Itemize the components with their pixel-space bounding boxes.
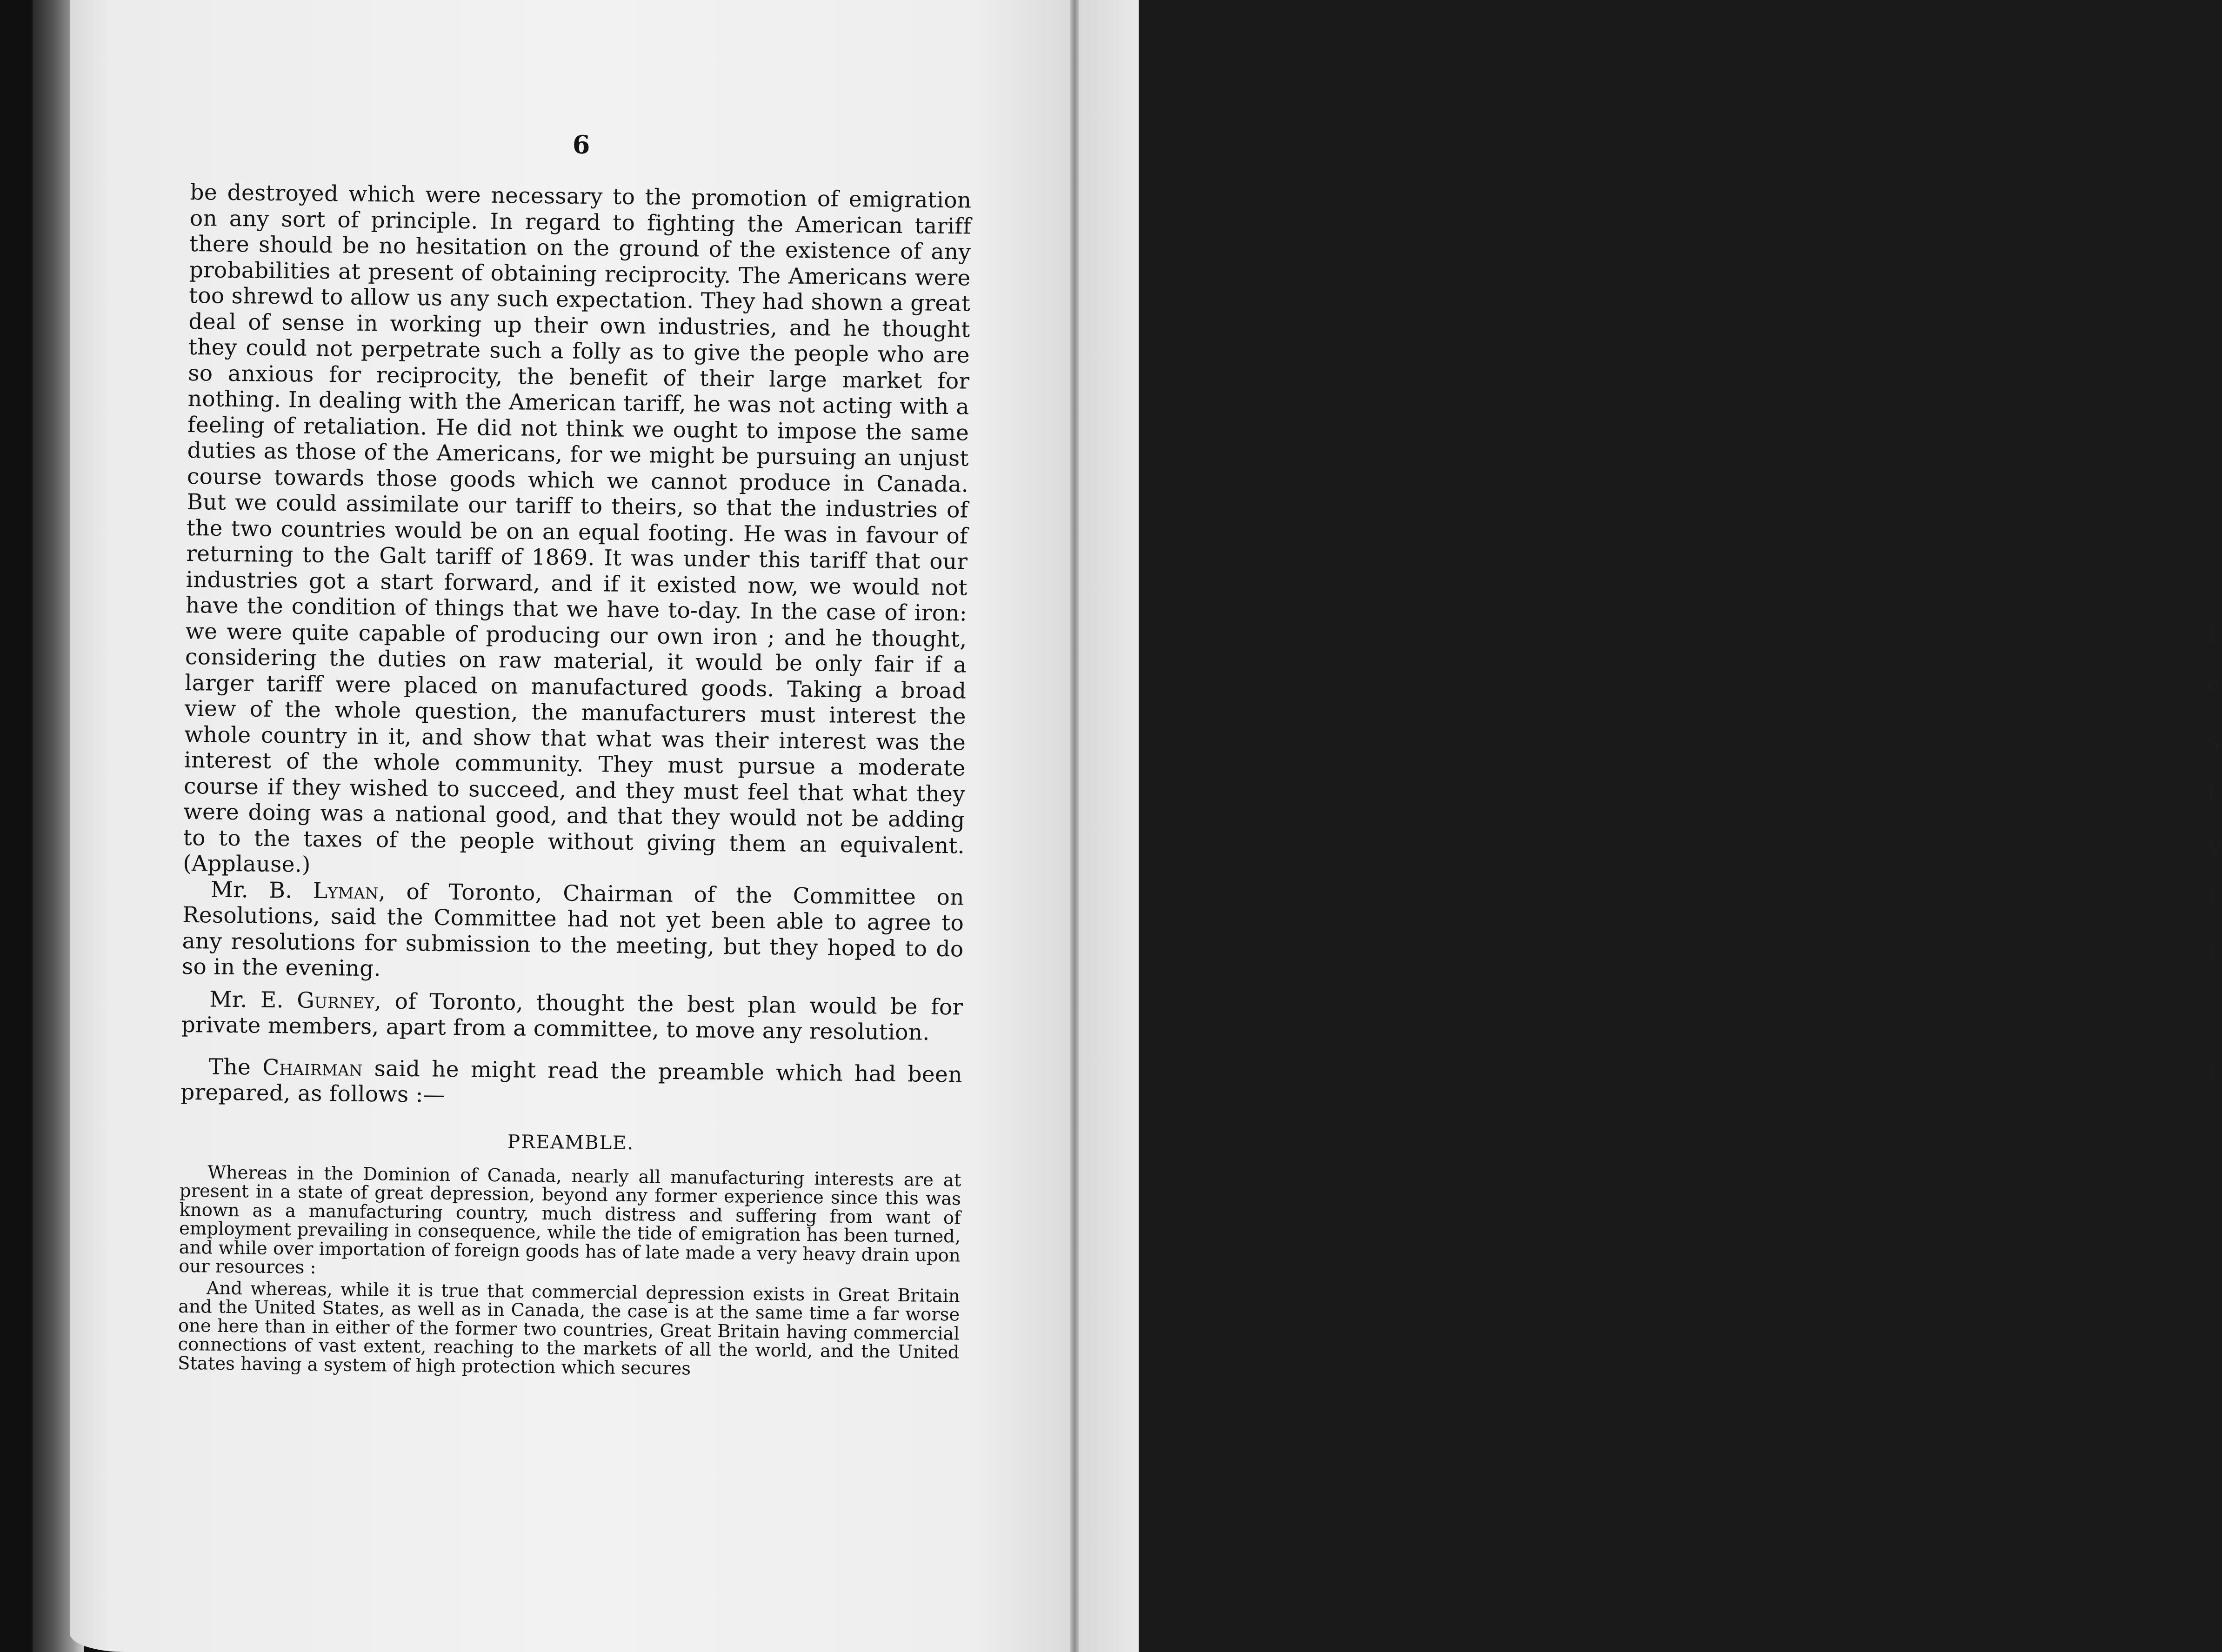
- adjacent-page-glyph: t: [2207, 777, 2218, 807]
- preamble-heading: PREAMBLE.: [507, 1131, 634, 1154]
- paragraph-text: , of Toronto, Chairman of the Committee on Resolutions, said the Committee had not yet been able to agree to any resolutions for submission to the meeting, but they hoped to do so in the evening.: [181, 878, 965, 982]
- speaker-title: Mr. B.: [210, 877, 314, 904]
- adjacent-page-glyph: l: [2207, 884, 2215, 914]
- adjacent-page-glyph: t: [2207, 935, 2218, 965]
- speech-paragraph: be destroyed which were necessary to the promotion of emigration on any sort of principle. In regard to fighting the American tariff there should be no hesitation on the ground of the existence of any probabilities at present of obtaining reciprocity. The Americans were too shrewd to allow us any such expectation. They had shown a great deal of sense in working up their own industries, and he thought they could not perpetrate such a folly as to give the people who are so anxious for reciprocity, the benefit of their large market for nothing. In dealing with the American tariff, he was not acting with a feeling of retaliation. He did not think we ought to impose the same duties as those of the Americans, for we might be pursuing an unjust course towards those goods which we cannot produce in Canada. But we could assimilate our tariff to theirs, so that the industries of the two countries would be on an equal footing. He was in favour of returning to the Galt tariff of 1869. It was under this tariff that our industries got a start forward, and if it existed now, we would not have the condition of things that we have to-day. In the case of iron: we were quite capable of producing our own iron ; and he thought, considering the duties on raw material, it would be only fair if a larger tariff were placed on manufactured goods. Taking a broad view of the whole question, the manufacturers must interest the whole country in it, and show that what was their interest was the interest of the whole community. They must pursue a moderate course if they wished to succeed, and they must feel that what they were doing was a national good, and that they would not be adding to to the taxes of the people without giving them an equivalent. (Applause.): [183, 179, 972, 878]
- adjacent-page-glyph: f: [2207, 1056, 2217, 1086]
- page-text: [178, 126, 972, 1384]
- preamble-paragraph: And whereas, while it is true that commercial depression exists in Great Britain and the United States, as well as in Canada, the case is at the same time a far worse one here than in either of the former two countries, Great Britain having commercial connections of vast extent, reaching to the markets of all the world, and the United States having a system of high protection which secures: [177, 1277, 960, 1379]
- adjacent-page-glyph: t: [2207, 619, 2218, 649]
- page-number: 6: [572, 129, 590, 160]
- adjacent-page-glyph: c: [2207, 670, 2222, 700]
- adjacent-page-glyph: s: [2207, 726, 2221, 756]
- preamble-paragraph: Whereas in the Dominion of Canada, nearly all manufacturing interests are at present in a state of great depression, beyond any former experience since this was known as a manufacturing country, much distress and suffering from want of employment prevailing in consequence, while the tide of emigration has been turned, and while over importation of foreign goods has of late made a very heavy drain upon our resources :: [179, 1162, 961, 1278]
- paragraph-text: said he might read the preamble which had been prepared, as follows :—: [180, 1055, 963, 1108]
- gurney-paragraph: [181, 986, 963, 1046]
- paragraph-text: , of Toronto, thought the best plan would be for private members, apart from a committee, to move any resolution.: [181, 988, 963, 1046]
- chairman-paragraph: [180, 1053, 962, 1113]
- adjacent-page-glyph: v: [2207, 833, 2222, 863]
- adjacent-page: [1079, 0, 2222, 1652]
- speaker-name: Gurney: [296, 987, 375, 1014]
- book-gutter: [1070, 0, 1079, 1652]
- speaker-title: The: [208, 1054, 263, 1080]
- speaker-title: Mr. E.: [209, 986, 297, 1013]
- speaker-name: Lyman: [313, 878, 379, 904]
- lyman-paragraph: [182, 876, 964, 988]
- speaker-name: Chairman: [262, 1054, 363, 1081]
